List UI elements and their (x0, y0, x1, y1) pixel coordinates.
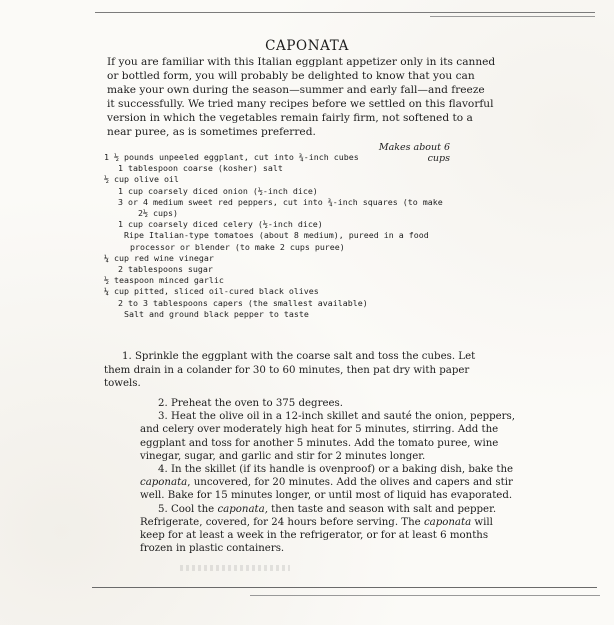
step-4-line (140, 476, 513, 489)
step-5-text: then taste and season with salt and pepper. (267, 503, 497, 515)
step-5-line (140, 503, 497, 516)
ingredient-item: ¼ cup pitted, sliced oil-cured black olives (104, 286, 319, 297)
ingredient-item: Ripe Italian-type tomatoes (about 8 medium), pureed in a food (124, 230, 429, 241)
ingredient-item: ½ teaspoon minced garlic (104, 275, 224, 286)
step-4-line: well. Bake for 15 minutes longer, or until most of liquid has evaporated. (140, 490, 513, 502)
recipe-title: CAPONATA (265, 38, 349, 54)
top-rule-secondary (430, 16, 595, 17)
step-5-line: keep for at least a week in the refrigerator, or for at least 6 months (140, 530, 489, 542)
step-4-line: 4. In the skillet (if its handle is ovenproof) or a baking dish, bake the (158, 464, 514, 476)
ingredient-item: 1 cup coarsely diced celery (½-inch dice) (118, 219, 323, 230)
intro-paragraph (107, 55, 496, 139)
ingredient-item: 1 tablespoon coarse (kosher) salt (118, 163, 283, 174)
ingredient-item: 2½ cups) (138, 208, 178, 219)
intro-line: make your own during the season—summer and early fall—and freeze (107, 84, 485, 96)
caponata-word: caponata (140, 477, 188, 489)
ingredient-item: 2 tablespoons sugar (118, 264, 213, 275)
step-3-line: eggplant and toss for another 5 minutes. Add the tomato puree, wine (140, 437, 499, 449)
ink-smudge (180, 565, 290, 571)
step-2: 2. Preheat the oven to 375 degrees. (158, 398, 343, 409)
bottom-rule-secondary (250, 595, 600, 596)
intro-line: version in which the vegetables remain fairly firm, not softened to a (107, 112, 473, 124)
ingredient-list (104, 152, 464, 320)
step-5-text: 5. Cool the (158, 503, 218, 515)
intro-line: it successfully. We tried many recipes before we settled on this flavorful (107, 98, 494, 110)
intro-line: If you are familiar with this Italian eggplant appetizer only in its canned (107, 56, 496, 68)
intro-line: near puree, as is sometimes preferred. (107, 126, 316, 138)
ingredient-item: 2 to 3 tablespoons capers (the smallest available) (118, 297, 368, 308)
yield-note: Makes about 6 cups (378, 142, 450, 164)
top-rule (95, 12, 595, 13)
step-1 (104, 350, 476, 391)
caponata-word: caponata (423, 516, 472, 528)
step-5-line: frozen in plastic containers. (140, 543, 285, 555)
ingredient-item: ½ cup olive oil (104, 174, 179, 185)
ingredient-item: processor or blender (to make 2 cups puree) (130, 241, 345, 252)
ingredient-item: 1 ½ pounds unpeeled eggplant, cut into ¾-inch cubes (104, 152, 359, 162)
step-5-text: will (471, 516, 493, 528)
bottom-rule (92, 587, 597, 588)
step-line: 1. Sprinkle the eggplant with the coarse salt and toss the cubes. Let (122, 351, 476, 362)
intro-line: or bottled form, you will probably be delighted to know that you can (107, 70, 475, 82)
steps-block (140, 397, 516, 555)
step-4-text: , uncovered, for 20 minutes. Add the olives and capers and stir (187, 477, 513, 489)
step-3-line: and celery over moderately high heat for 5 minutes, stirring. Add the (140, 424, 499, 436)
step-3-line: vinegar, sugar, and garlic and stir for 2 minutes longer. (140, 450, 426, 462)
step-line: them drain in a colander for 30 to 60 minutes, then pat dry with paper (104, 364, 470, 376)
ingredient-item: Salt and ground black pepper to taste (124, 308, 309, 319)
step-line: towels. (104, 378, 141, 389)
ingredient-item: 1 cup coarsely diced onion (½-inch dice) (118, 185, 318, 196)
ingredient-item: ¼ cup red wine vinegar (104, 252, 214, 263)
step-5-text: Refrigerate, covered, for 24 hours before serving. The (140, 516, 424, 528)
step-5-line (140, 516, 493, 529)
ingredient-item: 3 or 4 medium sweet red peppers, cut into ¾-inch squares (to make (118, 196, 443, 207)
step-3-line: 3. Heat the olive oil in a 12-inch skillet and sauté the onion, peppers, (158, 411, 516, 423)
caponata-word: caponata, (217, 503, 268, 515)
